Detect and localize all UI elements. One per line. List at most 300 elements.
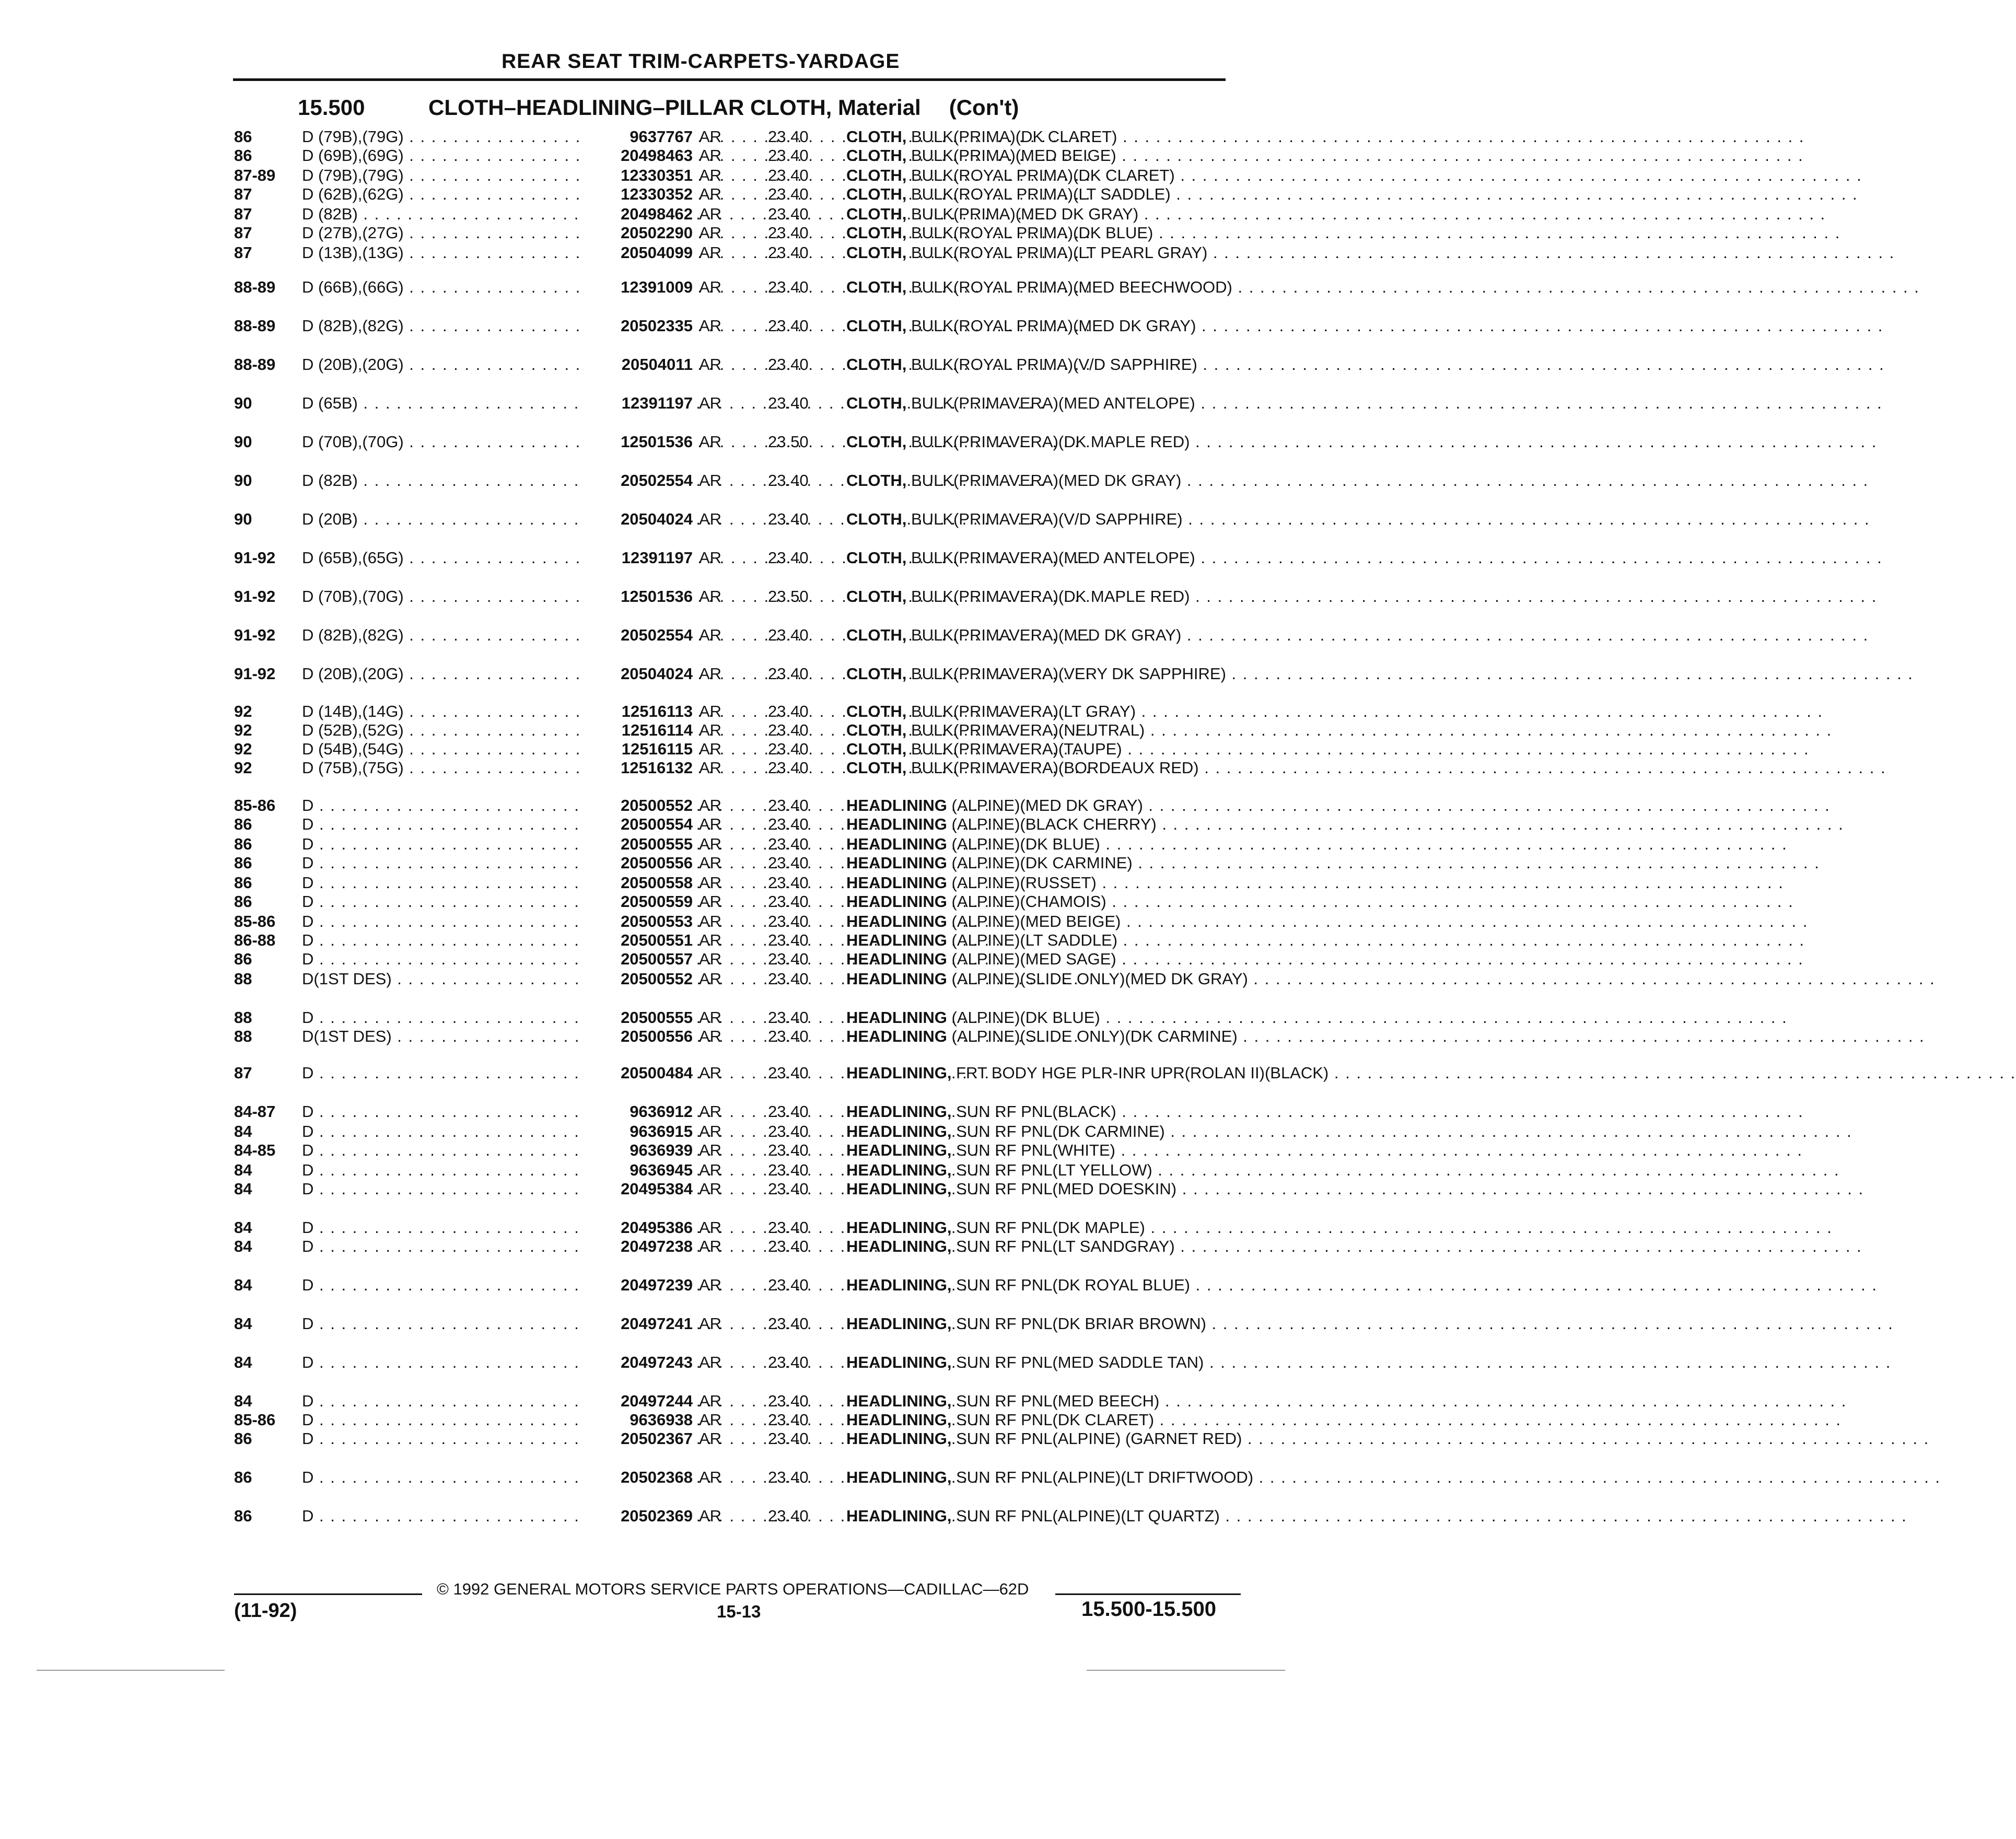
body-style: D (75B),(75G) . . . xyxy=(302,759,584,777)
model-year: 88 xyxy=(234,1008,252,1027)
quantity: AR xyxy=(699,892,722,911)
part-number: 20502368 xyxy=(580,1468,693,1487)
description-heading: CLOTH, xyxy=(846,626,907,644)
description-text: (ALPINE)(MED BEIGE) xyxy=(951,912,1121,930)
part-number: 20502554 xyxy=(580,626,693,645)
body-style: D (82B) . . . xyxy=(302,205,584,224)
quantity: AR xyxy=(699,759,722,777)
model-year: 87 xyxy=(234,243,252,262)
model-year: 90 xyxy=(234,433,252,451)
price: 23.40 xyxy=(768,740,809,758)
quantity: AR xyxy=(699,912,722,930)
description-heading: CLOTH, xyxy=(846,471,907,490)
model-year: 88-89 xyxy=(234,317,276,335)
page-number: 15-13 xyxy=(717,1602,761,1621)
body-style: D (82B) . . . xyxy=(302,471,584,490)
price: 23.40 xyxy=(768,874,809,892)
model-year: 84 xyxy=(234,1353,252,1371)
description-heading: HEADLINING, xyxy=(846,1314,952,1333)
body-style: D (13B),(13G) . . . xyxy=(302,243,584,262)
description-text: BULK(ROYAL PRIMA)(DK BLUE) xyxy=(911,224,1153,242)
price: 23.40 xyxy=(768,317,809,335)
description-text: BULK(ROYAL PRIMA)(MED BEECHWOOD) xyxy=(911,278,1232,296)
quantity: AR xyxy=(699,224,722,242)
table-row xyxy=(0,1468,1321,1510)
description-heading: CLOTH, xyxy=(846,317,907,335)
body-style: D . . . xyxy=(302,1353,584,1372)
price: 23.40 xyxy=(768,759,809,777)
quantity: AR xyxy=(699,1180,722,1198)
quantity: AR xyxy=(699,1141,722,1159)
description-heading: CLOTH, xyxy=(846,355,907,374)
description xyxy=(846,970,1248,1007)
part-number: 20500558 xyxy=(580,874,693,892)
description-text: SUN RF PNL(DK MAPLE) xyxy=(956,1218,1145,1237)
description-heading: HEADLINING, xyxy=(846,1141,952,1159)
part-number: 12516113 xyxy=(580,702,693,721)
price: 23.40 xyxy=(768,702,809,720)
description-text: BULK(PRIMAVERA)(BORDEAUX RED) xyxy=(911,759,1199,777)
price: 23.40 xyxy=(768,127,809,146)
description-text: SUN RF PNL(WHITE) xyxy=(956,1141,1115,1159)
description-text: SUN RF PNL(DK CLARET) xyxy=(956,1411,1155,1429)
description-heading: CLOTH, xyxy=(846,127,907,146)
body-style: D (14B),(14G) . . . xyxy=(302,702,584,721)
model-year: 84 xyxy=(234,1314,252,1333)
table-row xyxy=(0,549,1321,590)
description-heading: CLOTH, xyxy=(846,510,907,528)
description-text: BULK(ROYAL PRIMA)(V/D SAPPHIRE) xyxy=(911,355,1197,374)
model-year: 87 xyxy=(234,185,252,203)
description-text: BULK(PRIMA)(MED BEIGE) xyxy=(911,146,1116,165)
quantity: AR xyxy=(699,815,722,833)
description-heading: HEADLINING xyxy=(846,854,947,872)
quantity: AR xyxy=(699,854,722,872)
description xyxy=(846,587,1233,625)
table-row xyxy=(0,970,1321,1011)
quantity: AR xyxy=(699,243,722,262)
body-style: D . . . xyxy=(302,912,584,931)
part-number: 20500551 xyxy=(580,931,693,950)
part-number: 12330352 xyxy=(580,185,693,204)
part-number: 20498463 xyxy=(580,146,693,165)
table-row xyxy=(0,1429,1321,1471)
description-heading: HEADLINING, xyxy=(846,1276,952,1294)
description-heading: HEADLINING xyxy=(846,970,947,988)
model-year: 90 xyxy=(234,471,252,490)
table-row xyxy=(0,1064,1329,1105)
part-number: 12501536 xyxy=(580,433,693,451)
price: 23.40 xyxy=(768,224,809,242)
description-text: (ALPINE)(SLIDE ONLY)(MED DK GRAY) xyxy=(951,970,1248,988)
description-text: SUN RF PNL(LT YELLOW) xyxy=(956,1161,1152,1179)
description-heading: CLOTH, xyxy=(846,185,907,203)
footer-copyright: © 1992 GENERAL MOTORS SERVICE PARTS OPERATIONS—CADILLAC—62D xyxy=(437,1580,1029,1598)
description-text: BULK(PRIMAVERA)(MED ANTELOPE) xyxy=(911,394,1195,412)
description xyxy=(846,1064,1329,1101)
model-year: 91-92 xyxy=(234,665,276,683)
quantity: AR xyxy=(699,740,722,758)
description xyxy=(846,243,1233,281)
part-number: 9636915 xyxy=(580,1122,693,1141)
quantity: AR xyxy=(699,433,722,451)
price: 23.40 xyxy=(768,912,809,930)
description-heading: CLOTH, xyxy=(846,721,907,739)
description xyxy=(846,278,1233,316)
part-number: 20495384 xyxy=(580,1180,693,1198)
body-style: D . . . xyxy=(302,1218,584,1237)
model-year: 84 xyxy=(234,1237,252,1255)
description-heading: HEADLINING, xyxy=(846,1122,952,1140)
model-year: 86 xyxy=(234,815,252,833)
body-style: D (82B),(82G) . . . xyxy=(302,317,584,335)
description xyxy=(846,549,1233,586)
body-style: D (70B),(70G) . . . xyxy=(302,433,584,451)
description-text: (ALPINE)(CHAMOIS) xyxy=(951,892,1106,911)
description xyxy=(846,1429,1242,1467)
description xyxy=(846,471,1233,509)
part-number: 20502554 xyxy=(580,471,693,490)
description-text: BULK(PRIMAVERA)(TAUPE) xyxy=(911,740,1122,758)
price: 23.40 xyxy=(768,721,809,739)
scan-artifact xyxy=(1087,1670,1285,1671)
price: 23.40 xyxy=(768,510,809,528)
part-number: 9637767 xyxy=(580,127,693,146)
quantity: AR xyxy=(699,1429,722,1448)
model-year: 88-89 xyxy=(234,355,276,374)
model-year: 85-86 xyxy=(234,1411,276,1429)
price: 23.40 xyxy=(768,892,809,911)
price: 23.40 xyxy=(768,1141,809,1159)
description-text: BULK(ROYAL PRIMA)(LT PEARL GRAY) xyxy=(911,243,1208,262)
section-category: CLOTH–HEADLINING–PILLAR CLOTH, Material xyxy=(428,95,921,120)
price: 23.40 xyxy=(768,815,809,833)
description-text: SUN RF PNL(DK CARMINE) xyxy=(956,1122,1165,1140)
quantity: AR xyxy=(699,1027,722,1045)
description xyxy=(846,394,1233,432)
body-style: D . . . xyxy=(302,1276,584,1295)
body-style: D . . . xyxy=(302,892,584,911)
body-style: D (27B),(27G) . . . xyxy=(302,224,584,242)
quantity: AR xyxy=(699,1276,722,1294)
model-year: 84 xyxy=(234,1276,252,1294)
model-year: 92 xyxy=(234,740,252,758)
body-style: D . . . xyxy=(302,931,584,950)
footer-rule-left xyxy=(234,1593,422,1595)
price: 23.40 xyxy=(768,394,809,412)
price: 23.40 xyxy=(768,1102,809,1121)
quantity: AR xyxy=(699,1353,722,1371)
model-year: 86 xyxy=(234,892,252,911)
description-text: BULK(PRIMAVERA)(V/D SAPPHIRE) xyxy=(911,510,1183,528)
model-year: 92 xyxy=(234,759,252,777)
description xyxy=(846,433,1233,470)
description-heading: HEADLINING xyxy=(846,950,947,968)
price: 23.40 xyxy=(768,950,809,968)
description-heading: HEADLINING, xyxy=(846,1102,952,1121)
quantity: AR xyxy=(699,549,722,567)
body-style: D(1ST DES) . . . xyxy=(302,970,584,988)
description-heading: HEADLINING, xyxy=(846,1064,952,1082)
part-number: 20504011 xyxy=(580,355,693,374)
description-text: BULK(PRIMAVERA)(MED ANTELOPE) xyxy=(911,549,1195,567)
price: 23.40 xyxy=(768,1008,809,1027)
price: 23.40 xyxy=(768,931,809,949)
quantity: AR xyxy=(699,721,722,739)
model-year: 86 xyxy=(234,127,252,146)
quantity: AR xyxy=(699,317,722,335)
description-text: SUN RF PNL(MED SADDLE TAN) xyxy=(956,1353,1204,1371)
part-number: 12391197 xyxy=(580,549,693,567)
quantity: AR xyxy=(699,665,722,683)
description-text: BULK(PRIMAVERA)(NEUTRAL) xyxy=(911,721,1145,739)
part-number: 12516132 xyxy=(580,759,693,777)
model-year: 86 xyxy=(234,1429,252,1448)
footer-rule-right xyxy=(1055,1593,1241,1595)
model-year: 91-92 xyxy=(234,587,276,606)
section-number: 15.500 xyxy=(298,95,365,120)
part-number: 20500559 xyxy=(580,892,693,911)
body-style: D (62B),(62G) . . . xyxy=(302,185,584,204)
price: 23.40 xyxy=(768,796,809,814)
description xyxy=(846,510,1233,548)
model-year: 90 xyxy=(234,510,252,528)
quantity: AR xyxy=(699,355,722,374)
part-number: 20500554 xyxy=(580,815,693,834)
model-year: 92 xyxy=(234,702,252,720)
price: 23.50 xyxy=(768,433,809,451)
body-style: D . . . xyxy=(302,854,584,872)
quantity: AR xyxy=(699,874,722,892)
price: 23.40 xyxy=(768,1237,809,1255)
part-number: 20495386 xyxy=(580,1218,693,1237)
body-style: D . . . xyxy=(302,874,584,892)
quantity: AR xyxy=(699,702,722,720)
part-number: 20500552 xyxy=(580,796,693,815)
description-heading: HEADLINING xyxy=(846,931,947,949)
model-year: 86 xyxy=(234,1468,252,1486)
table-row xyxy=(0,471,1321,513)
model-year: 84 xyxy=(234,1218,252,1237)
description xyxy=(846,1507,1233,1544)
part-number: 12516114 xyxy=(580,721,693,740)
part-number: 20500556 xyxy=(580,854,693,872)
description-text: (ALPINE)(MED DK GRAY) xyxy=(951,796,1143,814)
quantity: AR xyxy=(699,950,722,968)
part-number: 20500555 xyxy=(580,1008,693,1027)
part-number: 12330351 xyxy=(580,166,693,185)
quantity: AR xyxy=(699,1102,722,1121)
description xyxy=(846,665,1233,702)
description-text: SUN RF PNL(ALPINE)(LT DRIFTWOOD) xyxy=(956,1468,1254,1486)
model-year: 86 xyxy=(234,874,252,892)
body-style: D (20B),(20G) . . . xyxy=(302,665,584,683)
price: 23.40 xyxy=(768,1429,809,1448)
table-row xyxy=(0,1353,1321,1395)
description-text: SUN RF PNL(MED BEECH) xyxy=(956,1392,1160,1410)
part-number: 20498462 xyxy=(580,205,693,224)
model-year: 91-92 xyxy=(234,549,276,567)
price: 23.40 xyxy=(768,1218,809,1237)
body-style: D . . . xyxy=(302,1507,584,1526)
description-text: FRT BODY HGE PLR-INR UPR(ROLAN II)(BLACK) xyxy=(956,1064,1329,1082)
table-row xyxy=(0,278,1321,320)
quantity: AR xyxy=(699,1161,722,1179)
part-number: 20502367 xyxy=(580,1429,693,1448)
description xyxy=(846,355,1233,393)
description-heading: HEADLINING xyxy=(846,1027,947,1045)
description-heading: HEADLINING, xyxy=(846,1237,952,1255)
part-number: 20497239 xyxy=(580,1276,693,1295)
description-text: (ALPINE)(DK BLUE) xyxy=(951,835,1100,853)
quantity: AR xyxy=(699,146,722,165)
description-text: (ALPINE)(RUSSET) xyxy=(951,874,1097,892)
description-text: BULK(PRIMAVERA)(LT GRAY) xyxy=(911,702,1136,720)
table-row xyxy=(0,1027,1321,1069)
description xyxy=(846,1314,1233,1352)
part-number: 20497241 xyxy=(580,1314,693,1333)
body-style: D . . . xyxy=(302,1141,584,1160)
price: 23.40 xyxy=(768,471,809,490)
price: 23.40 xyxy=(768,205,809,223)
description-heading: HEADLINING, xyxy=(846,1180,952,1198)
description-heading: CLOTH, xyxy=(846,278,907,296)
quantity: AR xyxy=(699,1392,722,1410)
description-heading: CLOTH, xyxy=(846,702,907,720)
description-heading: CLOTH, xyxy=(846,759,907,777)
price: 23.40 xyxy=(768,549,809,567)
price: 23.40 xyxy=(768,854,809,872)
description-heading: HEADLINING xyxy=(846,912,947,930)
body-style: D . . . xyxy=(302,1122,584,1141)
table-row xyxy=(0,433,1321,474)
description-heading: CLOTH, xyxy=(846,433,907,451)
body-style: D . . . xyxy=(302,1392,584,1411)
description-heading: CLOTH, xyxy=(846,243,907,262)
body-style: D . . . xyxy=(302,1237,584,1256)
price: 23.40 xyxy=(768,1027,809,1045)
description-text: BULK(ROYAL PRIMA)(MED DK GRAY) xyxy=(911,317,1196,335)
description-text: SUN RF PNL(ALPINE)(LT QUARTZ) xyxy=(956,1507,1220,1525)
description-heading: HEADLINING, xyxy=(846,1218,952,1237)
model-year: 86 xyxy=(234,835,252,853)
model-year: 88 xyxy=(234,1027,252,1045)
part-number: 20502369 xyxy=(580,1507,693,1526)
body-style: D . . . xyxy=(302,1468,584,1487)
price: 23.50 xyxy=(768,587,809,606)
description-heading: HEADLINING xyxy=(846,796,947,814)
description xyxy=(846,1276,1233,1313)
model-year: 86-88 xyxy=(234,931,276,949)
body-style: D . . . xyxy=(302,796,584,815)
section-range: 15.500-15.500 xyxy=(1081,1598,1217,1621)
page-header-title: REAR SEAT TRIM-CARPETS-YARDAGE xyxy=(502,50,900,73)
body-style: D . . . xyxy=(302,1161,584,1180)
quantity: AR xyxy=(699,394,722,412)
table-row xyxy=(0,355,1321,397)
quantity: AR xyxy=(699,587,722,606)
description xyxy=(846,1468,1254,1506)
table-row xyxy=(0,394,1321,436)
description xyxy=(846,317,1233,354)
description xyxy=(846,759,1233,796)
description-heading: CLOTH, xyxy=(846,146,907,165)
description-text: SUN RF PNL(DK ROYAL BLUE) xyxy=(956,1276,1190,1294)
description-text: BULK(PRIMAVERA)(VERY DK SAPPHIRE) xyxy=(911,665,1226,683)
model-year: 84 xyxy=(234,1122,252,1140)
body-style: D (70B),(70G) . . . xyxy=(302,587,584,606)
body-style: D (20B) . . . xyxy=(302,510,584,529)
description-text: (ALPINE)(MED SAGE) xyxy=(951,950,1116,968)
description-text: SUN RF PNL(ALPINE) (GARNET RED) xyxy=(956,1429,1242,1448)
part-number: 9636945 xyxy=(580,1161,693,1180)
price: 23.40 xyxy=(768,355,809,374)
description-text: SUN RF PNL(BLACK) xyxy=(956,1102,1116,1121)
table-row xyxy=(0,317,1321,358)
price: 23.40 xyxy=(768,243,809,262)
model-year: 92 xyxy=(234,721,252,739)
quantity: AR xyxy=(699,1008,722,1027)
price: 23.40 xyxy=(768,1353,809,1371)
model-year: 87 xyxy=(234,1064,252,1082)
body-style: D . . . xyxy=(302,1180,584,1198)
description-heading: CLOTH, xyxy=(846,587,907,606)
body-style: D (66B),(66G) . . . xyxy=(302,278,584,297)
quantity: AR xyxy=(699,278,722,296)
part-number: 12391009 xyxy=(580,278,693,297)
description-heading: HEADLINING xyxy=(846,892,947,911)
model-year: 84-87 xyxy=(234,1102,276,1121)
description-heading: HEADLINING, xyxy=(846,1468,952,1486)
price: 23.40 xyxy=(768,1507,809,1525)
part-number: 20504024 xyxy=(580,665,693,683)
model-year: 84 xyxy=(234,1392,252,1410)
description-text: BULK(PRIMA)(DK CLARET) xyxy=(911,127,1117,146)
price: 23.40 xyxy=(768,1064,809,1082)
model-year: 85-86 xyxy=(234,912,276,930)
description-heading: HEADLINING, xyxy=(846,1411,952,1429)
model-year: 86 xyxy=(234,1507,252,1525)
table-row xyxy=(0,1180,1321,1221)
part-number: 20500553 xyxy=(580,912,693,931)
description-heading: HEADLINING, xyxy=(846,1161,952,1179)
body-style: D (65B),(65G) . . . xyxy=(302,549,584,567)
body-style: D . . . xyxy=(302,815,584,834)
quantity: AR xyxy=(699,1218,722,1237)
quantity: AR xyxy=(699,205,722,223)
body-style: D (69B),(69G) . . . xyxy=(302,146,584,165)
description-text: (ALPINE)(DK BLUE) xyxy=(951,1008,1100,1027)
part-number: 12501536 xyxy=(580,587,693,606)
part-number: 20497243 xyxy=(580,1353,693,1372)
model-year: 85-86 xyxy=(234,796,276,814)
scan-artifact xyxy=(37,1670,225,1671)
model-year: 88 xyxy=(234,970,252,988)
model-year: 90 xyxy=(234,394,252,412)
part-number: 20500557 xyxy=(580,950,693,969)
body-style: D . . . xyxy=(302,1008,584,1027)
quantity: AR xyxy=(699,1507,722,1525)
model-year: 87-89 xyxy=(234,166,276,184)
description-heading: HEADLINING xyxy=(846,874,947,892)
part-number: 9636912 xyxy=(580,1102,693,1121)
part-number: 12391197 xyxy=(580,394,693,413)
quantity: AR xyxy=(699,1064,722,1082)
description-text: SUN RF PNL(LT SANDGRAY) xyxy=(956,1237,1175,1255)
price: 23.40 xyxy=(768,835,809,853)
quantity: AR xyxy=(699,796,722,814)
quantity: AR xyxy=(699,626,722,644)
